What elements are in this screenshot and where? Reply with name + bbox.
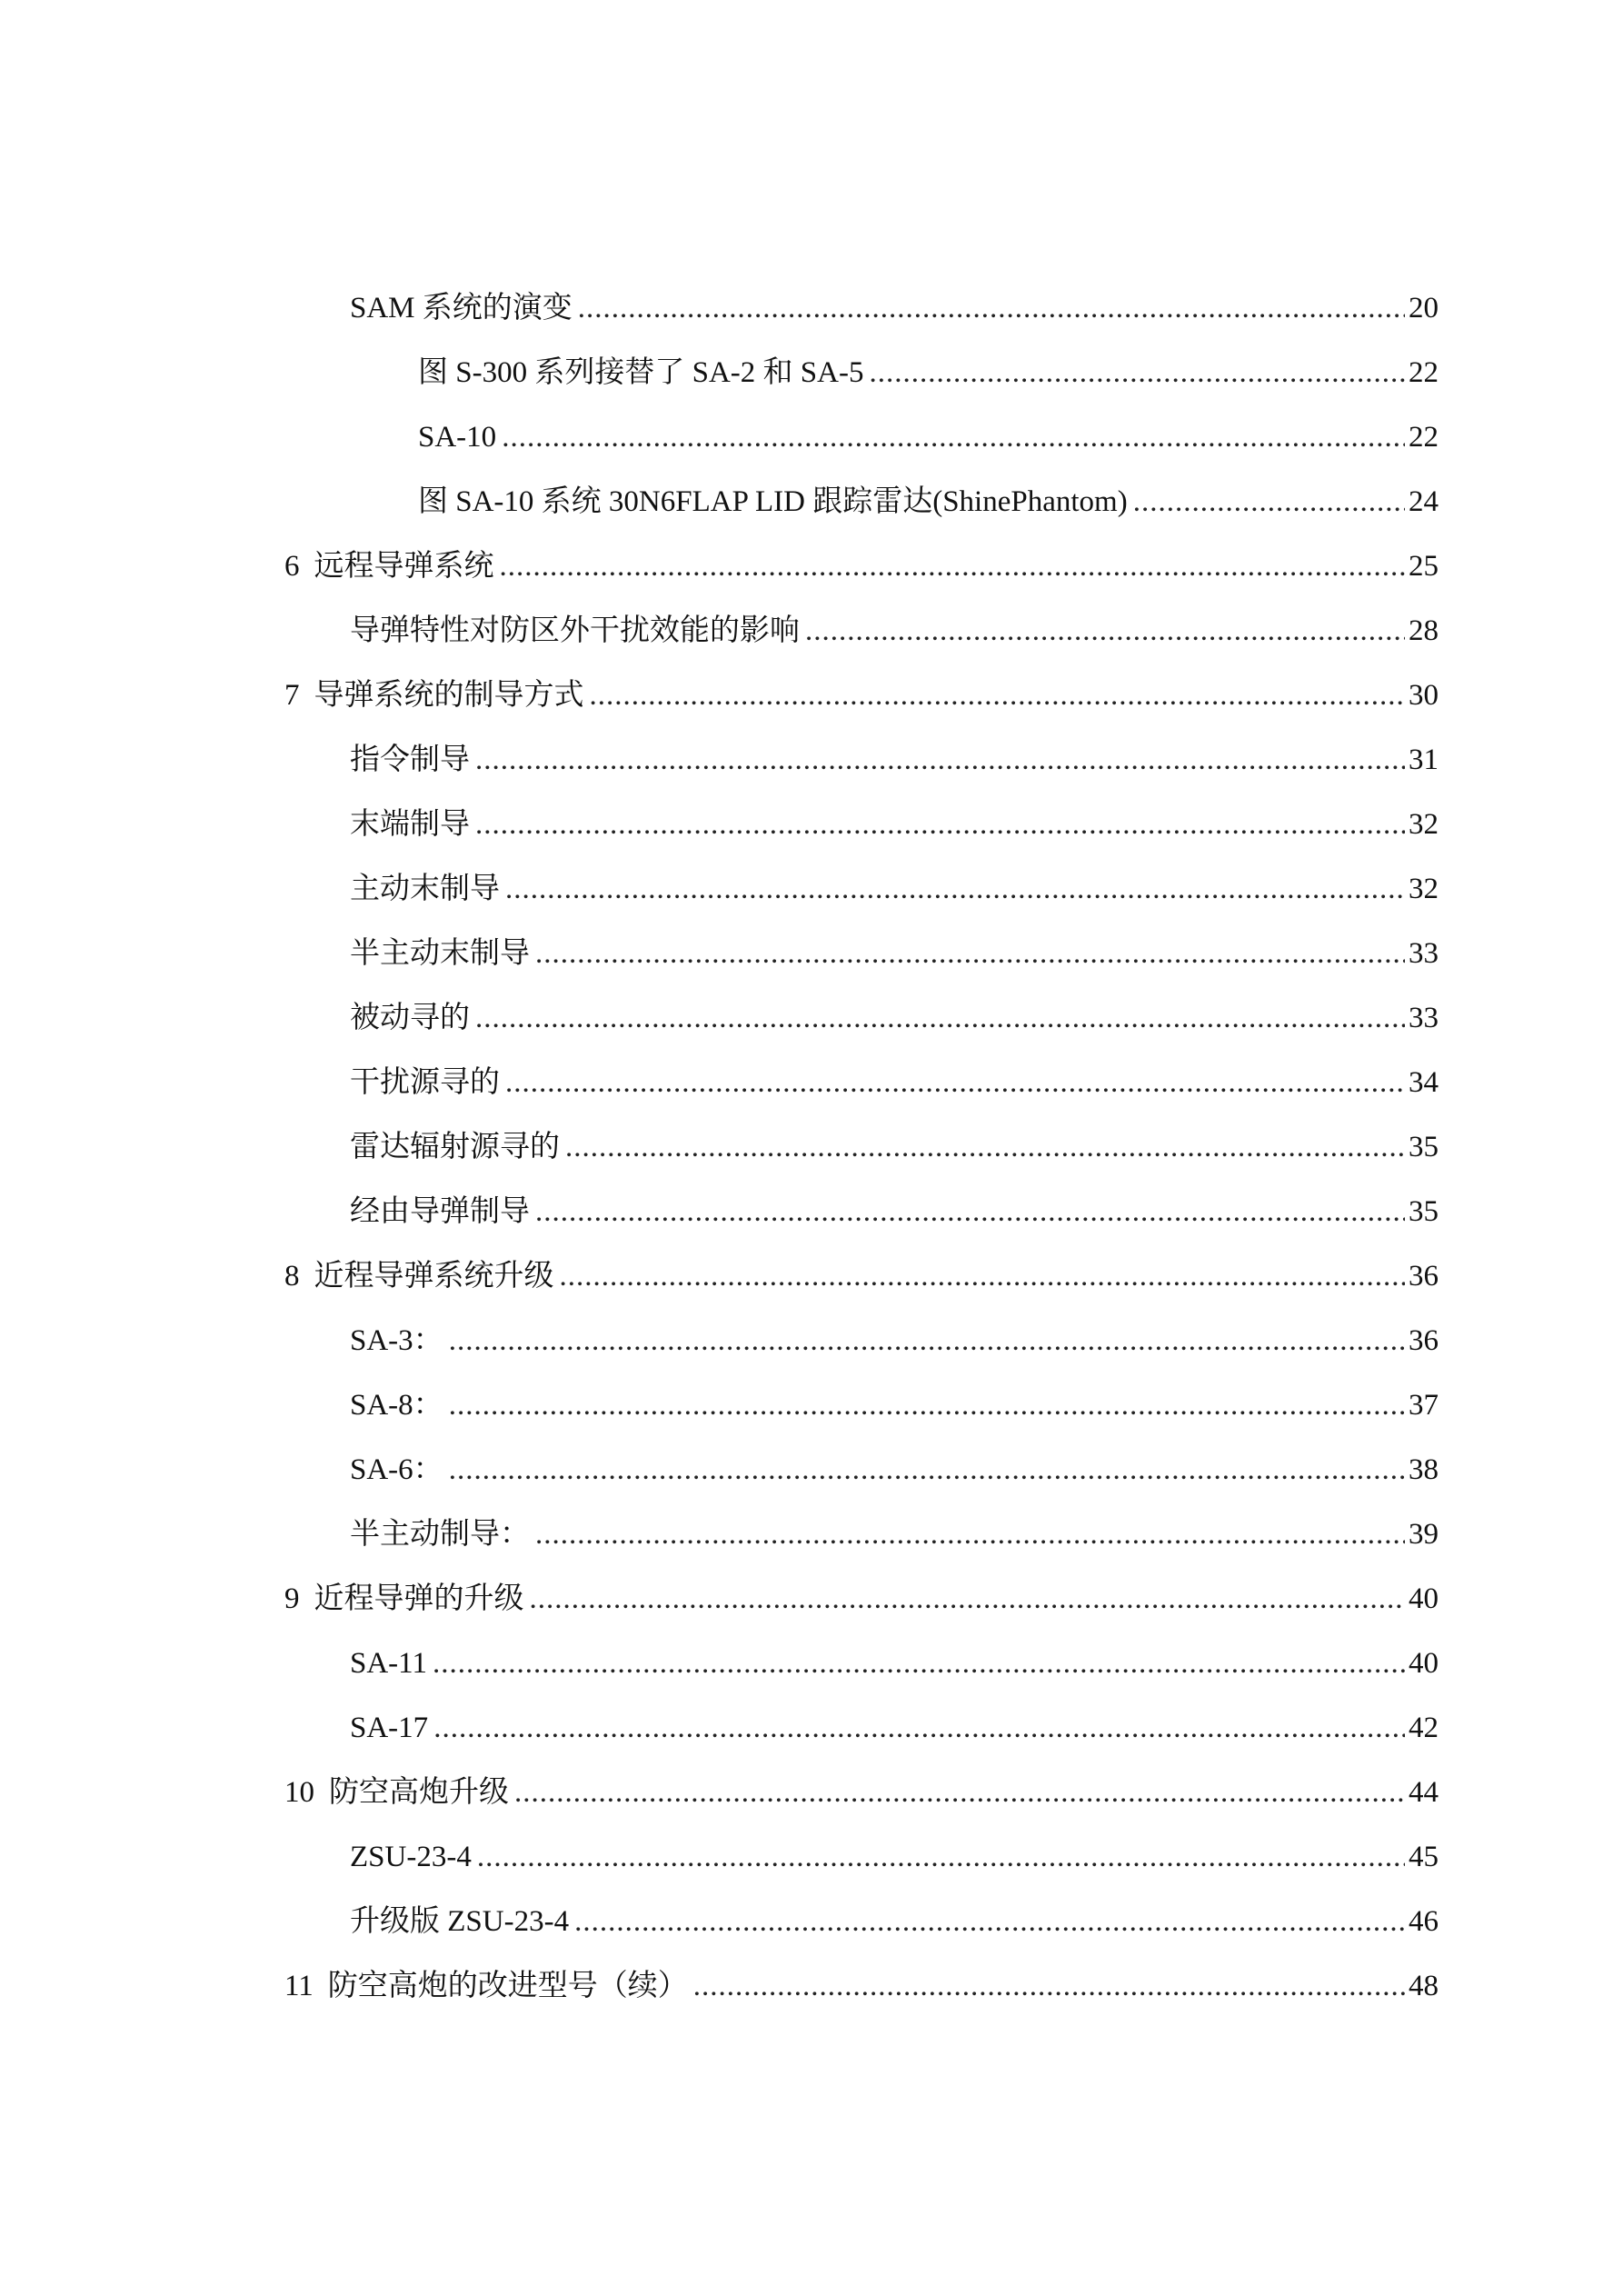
dot-leader <box>433 1709 1405 1747</box>
toc-entry[interactable] <box>0 1451 1623 1515</box>
toc-entry-number: 11 <box>284 1970 314 2002</box>
toc-entry[interactable] <box>0 1322 1623 1386</box>
toc-entry-title: 防空高炮升级 <box>329 1776 509 1809</box>
toc-entry-title: 雷达辐射源寻的 <box>350 1131 560 1163</box>
toc-entry[interactable] <box>0 870 1623 934</box>
dot-leader <box>1133 483 1405 521</box>
toc-entry-title: 被动寻的 <box>350 1002 470 1034</box>
toc-entry-page-number: 28 <box>1409 614 1439 647</box>
toc-entry-page-number: 33 <box>1409 937 1439 970</box>
dot-leader <box>530 1580 1406 1618</box>
dot-leader <box>502 418 1405 456</box>
toc-entry[interactable] <box>0 1515 1623 1580</box>
dot-leader <box>560 1257 1406 1295</box>
toc-entry-title: 末端制导 <box>350 808 470 841</box>
dot-leader <box>449 1386 1405 1424</box>
toc-entry-title: 半主动制导： <box>350 1518 530 1551</box>
toc-entry-page-number: 20 <box>1409 292 1439 324</box>
toc-entry-page-number: 40 <box>1409 1582 1439 1615</box>
toc-entry[interactable] <box>0 354 1623 418</box>
dot-leader <box>433 1644 1405 1682</box>
dot-leader <box>578 289 1405 327</box>
toc-entry[interactable] <box>0 1128 1623 1193</box>
toc-entry[interactable] <box>0 1967 1623 2031</box>
toc-entry-number: 7 <box>284 679 300 712</box>
toc-entry-page-number: 40 <box>1409 1647 1439 1680</box>
toc-entry-page-number: 44 <box>1409 1776 1439 1809</box>
toc-entry-page-number: 37 <box>1409 1389 1439 1422</box>
toc-entry-page-number: 22 <box>1409 356 1439 389</box>
dot-leader <box>475 999 1405 1037</box>
toc-entry-page-number: 48 <box>1409 1970 1439 2002</box>
toc-entry-title: 远程导弹系统 <box>314 550 494 583</box>
toc-entry-title: 近程导弹的升级 <box>314 1582 524 1615</box>
toc-entry[interactable] <box>0 1773 1623 1838</box>
toc-entry-title: SAM 系统的演变 <box>350 292 573 324</box>
toc-entry-title: SA-6： <box>350 1453 443 1486</box>
toc-entry[interactable] <box>0 547 1623 612</box>
table-of-contents <box>0 289 1623 2031</box>
toc-entry[interactable] <box>0 1902 1623 1967</box>
toc-entry-title: 主动末制导 <box>350 873 500 905</box>
toc-entry-page-number: 32 <box>1409 808 1439 841</box>
dot-leader <box>505 1063 1405 1102</box>
toc-entry[interactable] <box>0 1257 1623 1322</box>
toc-entry-title: 导弹特性对防区外干扰效能的影响 <box>350 614 800 647</box>
dot-leader <box>693 1967 1405 2005</box>
toc-entry[interactable] <box>0 1580 1623 1644</box>
toc-entry-title: 防空高炮的改进型号（续） <box>327 1970 688 2002</box>
toc-entry-page-number: 36 <box>1409 1324 1439 1357</box>
toc-entry-page-number: 32 <box>1409 873 1439 905</box>
toc-entry-page-number: 39 <box>1409 1518 1439 1551</box>
toc-entry[interactable] <box>0 741 1623 805</box>
toc-entry-title: SA-3： <box>350 1324 443 1357</box>
dot-leader <box>500 547 1406 585</box>
toc-entry[interactable] <box>0 1386 1623 1451</box>
toc-entry-title: 导弹系统的制导方式 <box>314 679 584 712</box>
toc-entry-title: SA-8： <box>350 1389 443 1422</box>
toc-entry-title: 近程导弹系统升级 <box>314 1260 554 1293</box>
dot-leader <box>590 676 1406 714</box>
toc-entry-page-number: 42 <box>1409 1712 1439 1744</box>
toc-entry-number: 9 <box>284 1582 300 1615</box>
dot-leader <box>475 741 1405 779</box>
toc-entry-page-number: 31 <box>1409 744 1439 776</box>
dot-leader <box>805 612 1405 650</box>
toc-entry-title: 图 SA-10 系统 30N6FLAP LID 跟踪雷达(ShinePhantom) <box>418 485 1128 518</box>
toc-entry-number: 8 <box>284 1260 300 1293</box>
toc-entry-title: 半主动末制导 <box>350 937 530 970</box>
toc-entry[interactable] <box>0 289 1623 354</box>
toc-entry[interactable] <box>0 934 1623 999</box>
toc-entry[interactable] <box>0 1709 1623 1773</box>
toc-entry-page-number: 25 <box>1409 550 1439 583</box>
toc-entry[interactable] <box>0 612 1623 676</box>
dot-leader <box>869 354 1405 392</box>
toc-entry-page-number: 36 <box>1409 1260 1439 1293</box>
toc-entry-page-number: 35 <box>1409 1195 1439 1228</box>
toc-entry[interactable] <box>0 805 1623 870</box>
toc-entry-title: 升级版 ZSU-23-4 <box>350 1905 570 1938</box>
toc-entry-title: 图 S-300 系列接替了 SA-2 和 SA-5 <box>418 356 864 389</box>
toc-entry-title: SA-11 <box>350 1647 427 1680</box>
toc-entry-page-number: 45 <box>1409 1841 1439 1873</box>
toc-entry-page-number: 33 <box>1409 1002 1439 1034</box>
dot-leader <box>475 805 1405 844</box>
dot-leader <box>535 934 1405 973</box>
toc-entry-title: SA-17 <box>350 1712 429 1744</box>
toc-entry[interactable] <box>0 418 1623 483</box>
toc-entry-number: 6 <box>284 550 300 583</box>
toc-entry-page-number: 30 <box>1409 679 1439 712</box>
toc-entry-title: ZSU-23-4 <box>350 1841 472 1873</box>
dot-leader <box>449 1451 1405 1489</box>
toc-entry[interactable] <box>0 999 1623 1063</box>
toc-entry[interactable] <box>0 483 1623 547</box>
toc-entry[interactable] <box>0 1063 1623 1128</box>
toc-entry-title: 干扰源寻的 <box>350 1066 500 1099</box>
toc-entry-page-number: 38 <box>1409 1453 1439 1486</box>
toc-entry-title: 指令制导 <box>350 744 470 776</box>
dot-leader <box>505 870 1405 908</box>
toc-entry[interactable] <box>0 1838 1623 1902</box>
dot-leader <box>477 1838 1405 1876</box>
toc-entry-page-number: 35 <box>1409 1131 1439 1163</box>
toc-entry[interactable] <box>0 676 1623 741</box>
toc-entry-page-number: 46 <box>1409 1905 1439 1938</box>
toc-entry-title: 经由导弹制导 <box>350 1195 530 1228</box>
toc-entry[interactable] <box>0 1193 1623 1257</box>
toc-entry-page-number: 34 <box>1409 1066 1439 1099</box>
dot-leader <box>565 1128 1405 1166</box>
toc-entry-page-number: 24 <box>1409 485 1439 518</box>
toc-entry-page-number: 22 <box>1409 421 1439 454</box>
dot-leader <box>535 1515 1405 1553</box>
toc-entry[interactable] <box>0 1644 1623 1709</box>
dot-leader <box>574 1902 1405 1941</box>
toc-entry-number: 10 <box>284 1776 314 1809</box>
dot-leader <box>535 1193 1405 1231</box>
dot-leader <box>449 1322 1405 1360</box>
dot-leader <box>514 1773 1405 1812</box>
toc-entry-title: SA-10 <box>418 421 497 454</box>
